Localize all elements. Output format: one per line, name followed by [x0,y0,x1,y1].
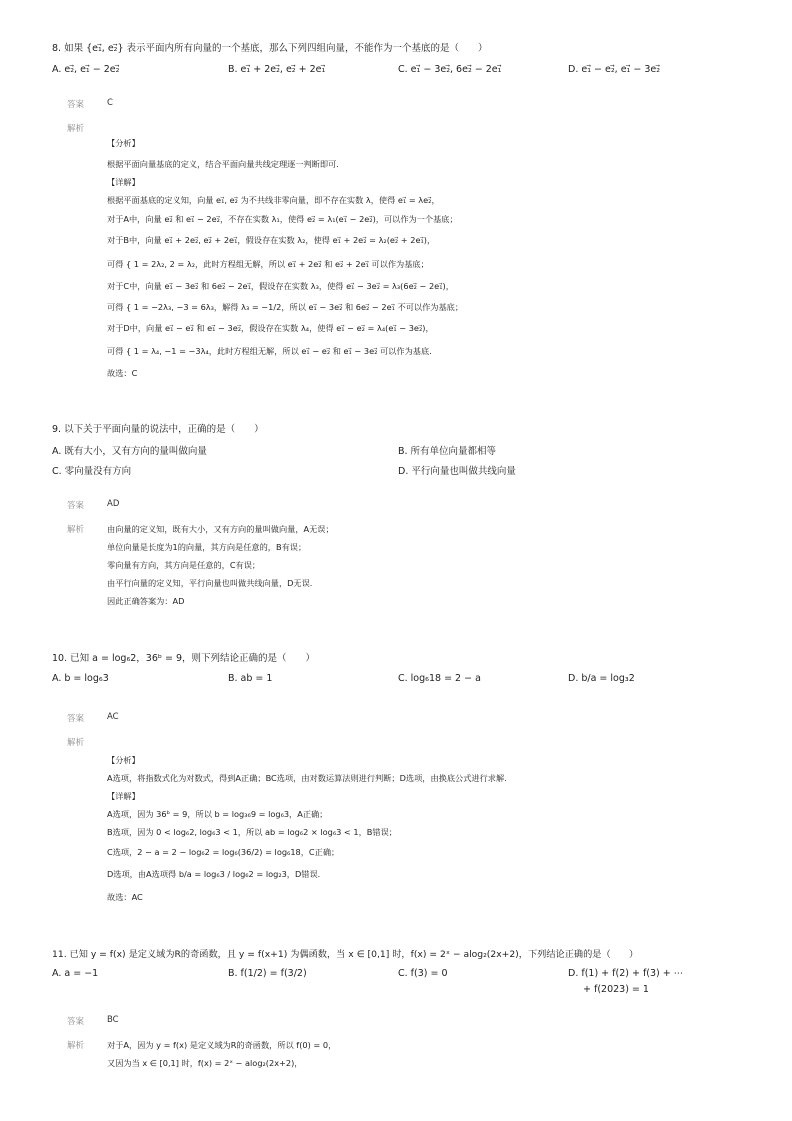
q8-line-2: 根据平面向量基底的定义，结合平面向量共线定理逐一判断即可. [107,159,339,169]
q11-option-d-line-2: + f(2023) = 1 [583,984,649,995]
q10-line-6: C选项，2 − a = 2 − log₆2 = log₆(36/2) = log₆18，C正确； [107,847,340,857]
q10-line-2: A选项，将指数式化为对数式，得到A正确；BC选项，由对数运算法则进行判断；D选项，由换底公式进行求解. [107,773,507,783]
q9-line-1: 由向量的定义知，既有大小，又有方向的量叫做向量，A无误； [107,524,334,534]
q8-line-5: 对于A中，向量 e₂⃗ 和 e₁⃗ − 2e₂⃗，不存在实数 λ₁，使得 e₂⃗ = λ₁(e₁⃗ − 2e₂⃗)，可以作为一个基底； [107,214,458,224]
q10-line-5: B选项，因为 0 < log₆2, log₆3 < 1，所以 ab = log₆2 × log₆3 < 1，B错误； [107,827,397,837]
q8-option-c: C. e₁⃗ − 3e₂⃗, 6e₂⃗ − 2e₁⃗ [398,64,502,75]
q8-line-3: 【详解】 [107,177,140,187]
q9-stem: 9. 以下关于平面向量的说法中，正确的是（ ） [52,424,264,435]
q10-answer-label: 答案 [67,714,85,724]
q9-answer: AD [107,499,120,509]
q10-answer: AC [107,712,119,722]
q11-answer: BC [107,1015,119,1025]
q8-line-4: 根据平面基底的定义知，向量 e₁⃗, e₂⃗ 为不共线非零向量，即不存在实数 λ，使得 e₁⃗ = λe₂⃗， [107,195,440,205]
q10-line-4: A选项，因为 36ᵇ = 9，所以 b = log₃₆9 = log₆3，A正确； [107,809,328,819]
q8-stem: 8. 如果 {e₁⃗, e₂⃗} 表示平面内所有向量的一个基底，那么下列四组向量，不能作为一个基底的是（ ） [52,43,488,54]
q8-option-d: D. e₁⃗ − e₂⃗, e₁⃗ − 3e₂⃗ [568,64,661,75]
q9-option-d: D. 平行向量也叫做共线向量 [398,466,516,477]
q10-analysis-label: 解析 [67,738,85,748]
q8-line-7: 可得 { 1 = 2λ₂, 2 = λ₂，此时方程组无解，所以 e₁⃗ + 2e₂⃗ 和 e₂⃗ + 2e₁⃗ 可以作为基底； [107,259,429,269]
q8-line-10: 对于D中，向量 e₁⃗ − e₂⃗ 和 e₁⃗ − 3e₂⃗，假设存在实数 λ₄，使得 e₁⃗ − e₂⃗ = λ₄(e₁⃗ − 3e₂⃗)， [107,323,434,333]
q9-option-b: B. 所有单位向量都相等 [398,446,497,457]
q8-line-6: 对于B中，向量 e₁⃗ + 2e₂⃗, e₂⃗ + 2e₁⃗，假设存在实数 λ₂，使得 e₁⃗ + 2e₂⃗ = λ₂(e₂⃗ + 2e₁⃗)， [107,235,436,245]
q10-line-1: 【分析】 [107,755,140,765]
q8-option-a: A. e₂⃗, e₁⃗ − 2e₂⃗ [52,64,120,75]
q8-line-11: 可得 { 1 = λ₄, −1 = −3λ₄，此时方程组无解，所以 e₁⃗ − e₂⃗ 和 e₁⃗ − 3e₂⃗ 可以作为基底. [107,346,432,356]
q11-option-a: A. a = −1 [52,968,99,979]
q9-line-3: 零向量有方向，其方向是任意的，C有误； [107,560,261,570]
q10-line-7: D选项，由A选项得 b/a = log₆3 / log₆2 = log₂3，D错误. [107,869,321,879]
q11-answer-label: 答案 [67,1017,85,1027]
q11-option-b: B. f(1/2) = f(3/2) [228,968,307,979]
q8-line-9: 可得 { 1 = −2λ₃, −3 = 6λ₃，解得 λ₃ = −1/2，所以 e₁⃗ − 3e₂⃗ 和 6e₂⃗ − 2e₁⃗ 不可以作为基底； [107,302,464,312]
q8-option-b: B. e₁⃗ + 2e₂⃗, e₂⃗ + 2e₁⃗ [228,64,326,75]
q11-line-2: 又因为当 x ∈ [0,1] 时，f(x) = 2ˣ − alog₂(2x+2)， [107,1058,303,1068]
q10-option-b: B. ab = 1 [228,673,273,684]
q8-analysis-label: 解析 [67,124,85,134]
q8-answer: C [107,98,113,108]
q11-option-c: C. f(3) = 0 [398,968,448,979]
q9-analysis-label: 解析 [67,525,85,535]
q9-line-5: 因此正确答案为：AD [107,596,185,606]
q9-option-c: C. 零向量没有方向 [52,466,132,477]
q8-line-8: 对于C中，向量 e₁⃗ − 3e₂⃗ 和 6e₂⃗ − 2e₁⃗，假设存在实数 λ₃，使得 e₁⃗ − 3e₂⃗ = λ₃(6e₂⃗ − 2e₁⃗)， [107,281,454,291]
q9-option-a: A. 既有大小，又有方向的量叫做向量 [52,446,207,457]
q10-option-d: D. b/a = log₃2 [568,673,635,684]
q10-line-8: 故选：AC [107,892,143,902]
q9-line-2: 单位向量是长度为1的向量，其方向是任意的，B有误； [107,542,307,552]
q10-option-c: C. log₆18 = 2 − a [398,673,481,684]
q8-answer-label: 答案 [67,100,85,110]
q11-analysis-label: 解析 [67,1041,85,1051]
q9-answer-label: 答案 [67,501,85,511]
q9-line-4: 由平行向量的定义知，平行向量也叫做共线向量，D无误. [107,578,313,588]
q8-line-12: 故选：C [107,368,138,378]
q10-option-a: A. b = log₆3 [52,673,109,684]
q11-option-d-line-1: D. f(1) + f(2) + f(3) + ⋯ [568,968,684,979]
q10-line-3: 【详解】 [107,791,140,801]
q10-stem: 10. 已知 a = log₆2，36ᵇ = 9，则下列结论正确的是（ ） [52,653,316,664]
q8-line-1: 【分析】 [107,138,140,148]
q11-line-1: 对于A，因为 y = f(x) 是定义域为R的奇函数，所以 f(0) = 0， [107,1040,337,1050]
q11-stem: 11. 已知 y = f(x) 是定义域为R的奇函数，且 y = f(x+1) 为偶函数，当 x ∈ [0,1] 时，f(x) = 2ˣ − alog₂(2x+2)，下列结论正确的是（ ） [52,949,639,960]
